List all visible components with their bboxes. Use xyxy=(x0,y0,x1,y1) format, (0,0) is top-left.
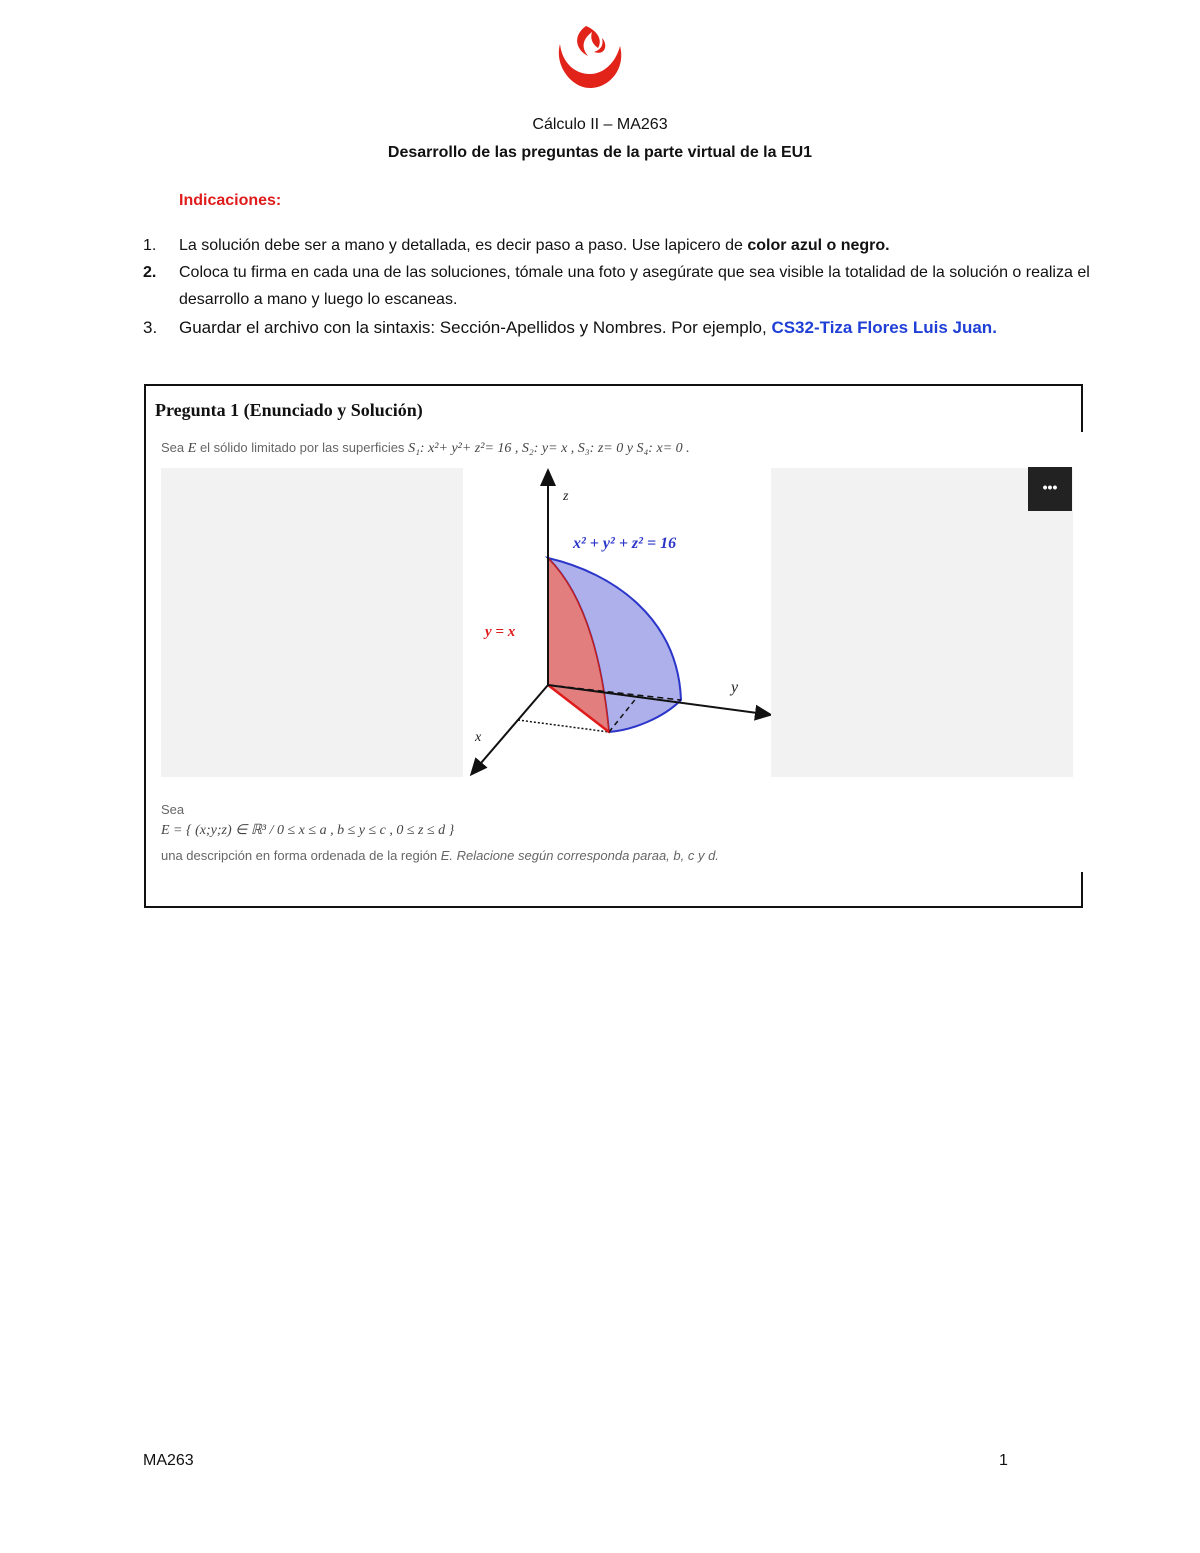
statement-variable: E xyxy=(187,441,197,456)
page-number: 1 xyxy=(999,1452,1008,1469)
set-expression: E = { (x;y;z) ∈ ℝ³ / 0 ≤ x ≤ a , b ≤ y ≤ c , 0 ≤ z ≤ d } xyxy=(161,823,455,838)
item-text: Coloca tu firma en cada una de las soluciones, tómale una foto y asegúrate que sea visible la totalidad de la solución o realiza el desarrollo a mano y luego lo escaneas. xyxy=(179,264,1090,308)
question-statement xyxy=(161,440,690,457)
x-axis xyxy=(475,685,548,770)
z-axis-label: z xyxy=(563,489,569,504)
question-description xyxy=(161,848,719,863)
description-text: una descripción en forma ordenada de la región xyxy=(161,848,441,863)
y-axis-label: y xyxy=(731,679,739,696)
footer-course-code: MA263 xyxy=(143,1452,194,1469)
statement-text: el sólido limitado por las superficies xyxy=(199,440,405,455)
indications-heading: Indicaciones: xyxy=(179,192,282,209)
filename-example: CS32-Tiza Flores Luis Juan. xyxy=(771,318,997,337)
figure-padding-left xyxy=(161,468,463,777)
indication-item xyxy=(143,259,1093,313)
plane-equation-label: y = x xyxy=(485,624,516,640)
figure-padding-right xyxy=(771,468,1073,777)
item-number: 3. xyxy=(143,318,158,337)
more-options-button[interactable]: ••• xyxy=(1028,467,1072,511)
set-intro: Sea xyxy=(161,802,185,817)
description-italic: E. Relacione según corresponda paraa, b, c y d. xyxy=(440,848,719,863)
indications-list xyxy=(143,232,1093,340)
item-number: 2. xyxy=(143,264,157,281)
indication-item xyxy=(143,316,1093,340)
university-logo xyxy=(550,22,630,92)
item-text: La solución debe ser a mano y detallada, es decir paso a paso. Use lapicero de xyxy=(179,237,748,254)
sphere-equation-label: x² + y² + z² = 16 xyxy=(573,535,677,552)
item-emphasis: color azul o negro. xyxy=(747,237,890,254)
statement-math: S₁: x²+ y²+ z²= 16 , S₂: y= x , S₃: z= 0 y S₄: x= 0 . xyxy=(408,441,690,456)
statement-prefix: Sea xyxy=(161,440,185,455)
item-text: Guardar el archivo con la sintaxis: Sección-Apellidos y Nombres. Por ejemplo, xyxy=(179,318,772,337)
course-title: Cálculo II – MA263 xyxy=(532,116,668,133)
x-axis-label: x xyxy=(475,730,482,745)
box-border-segment xyxy=(1081,872,1083,908)
solid-figure xyxy=(463,468,771,777)
document-title: Desarrollo de las preguntas de la parte virtual de la EU1 xyxy=(387,144,813,161)
question-title: Pregunta 1 (Enunciado y Solución) xyxy=(155,400,423,420)
indication-item xyxy=(143,232,1093,259)
item-number: 1. xyxy=(143,237,157,254)
box-border-segment xyxy=(1081,384,1083,432)
